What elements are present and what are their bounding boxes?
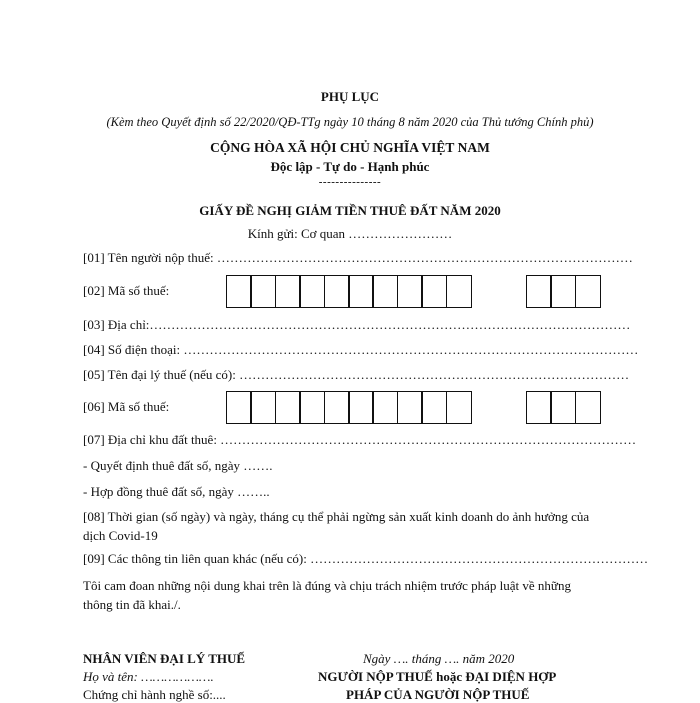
tax-code-digit-box[interactable] <box>446 275 472 308</box>
tax-code-digit-box[interactable] <box>575 275 601 308</box>
tax-code-digit-box[interactable] <box>324 275 350 308</box>
field-06-tax-code-boxes[interactable] <box>226 391 470 424</box>
declaration-statement: Tôi cam đoan những nội dung khai trên là đúng và chịu trách nhiệm trước pháp luật về những thông tin đã khai./. <box>83 578 571 612</box>
tax-code-digit-box[interactable] <box>397 275 423 308</box>
tax-code-digit-box[interactable] <box>324 391 350 424</box>
document-title: GIẤY ĐỀ NGHỊ GIẢM TIỀN THUÊ ĐẤT NĂM 2020 <box>199 203 501 218</box>
tax-code-digit-box[interactable] <box>348 275 374 308</box>
tax-code-digit-box[interactable] <box>250 275 276 308</box>
addressee-line: Kính gửi: Cơ quan …………………… <box>247 226 453 241</box>
tax-code-digit-box[interactable] <box>372 275 398 308</box>
tax-code-digit-box[interactable] <box>575 391 601 424</box>
field-07-land-address[interactable]: [07] Địa chỉ khu đất thuê: …………………………………………………………………………………… <box>83 432 637 447</box>
tax-code-digit-box[interactable] <box>299 391 325 424</box>
field-04-phone[interactable]: [04] Số điện thoại: …………………………………………………………………………………………… <box>83 342 639 357</box>
tax-code-digit-box[interactable] <box>348 391 374 424</box>
tax-code-digit-box[interactable] <box>526 391 552 424</box>
tax-code-digit-box[interactable] <box>226 391 252 424</box>
tax-code-digit-box[interactable] <box>299 275 325 308</box>
taxpayer-title-line-1: NGƯỜI NỘP THUẾ hoặc ĐẠI DIỆN HỢP <box>318 669 557 684</box>
motto-divider: --------------- <box>318 176 382 188</box>
tax-code-digit-box[interactable] <box>372 391 398 424</box>
taxpayer-title-line-2: PHÁP CỦA NGƯỜI NỘP THUẾ <box>346 687 530 702</box>
tax-code-digit-box[interactable] <box>421 391 447 424</box>
field-02-tax-code-boxes[interactable] <box>226 275 470 308</box>
tax-code-digit-box[interactable] <box>275 391 301 424</box>
decision-reference: (Kèm theo Quyết định số 22/2020/QĐ-TTg ngày 10 tháng 8 năm 2020 của Thủ tướng Chính phủ) <box>106 115 594 129</box>
field-05-tax-agent-name[interactable]: [05] Tên đại lý thuế (nếu có): ……………………………………………………………………………… <box>83 367 630 382</box>
tax-code-digit-box[interactable] <box>446 391 472 424</box>
field-02-tax-code-label: [02] Mã số thuế: <box>83 283 170 298</box>
tax-agent-name-line[interactable]: Họ và tên: ………………. <box>83 669 214 684</box>
tax-code-digit-box[interactable] <box>421 275 447 308</box>
field-02-tax-code-suffix-boxes[interactable] <box>526 275 599 308</box>
country-name: CỘNG HÒA XÃ HỘI CHỦ NGHĨA VIỆT NAM <box>210 140 490 155</box>
tax-agent-certificate-line[interactable]: Chứng chỉ hành nghề số:.... <box>83 687 226 702</box>
tax-code-digit-box[interactable] <box>226 275 252 308</box>
appendix-heading: PHỤ LỤC <box>320 89 380 104</box>
field-09-other-info[interactable]: [09] Các thông tin liên quan khác (nếu có): …………………………………………………………………… <box>83 551 649 566</box>
tax-agent-staff-title: NHÂN VIÊN ĐẠI LÝ THUẾ <box>83 651 246 666</box>
signing-date-line[interactable]: Ngày …. tháng …. năm 2020 <box>363 651 515 666</box>
field-01-taxpayer-name[interactable]: [01] Tên người nộp thuế: …………………………………………………………………………………… <box>83 250 633 265</box>
field-08-suspension-period[interactable]: [08] Thời gian (số ngày) và ngày, tháng cụ thể phải ngừng sản xuất kinh doanh do ảnh hưởng của dịch Covid-19 <box>83 509 590 543</box>
tax-code-digit-box[interactable] <box>550 391 576 424</box>
field-03-address[interactable]: [03] Địa chỉ:………………………………………………………………………………………………… <box>83 317 631 332</box>
field-06-tax-code-suffix-boxes[interactable] <box>526 391 599 424</box>
tax-code-digit-box[interactable] <box>397 391 423 424</box>
lease-contract-line[interactable]: - Hợp đồng thuê đất số, ngày …….. <box>83 484 270 499</box>
tax-code-digit-box[interactable] <box>550 275 576 308</box>
tax-code-digit-box[interactable] <box>250 391 276 424</box>
tax-code-digit-box[interactable] <box>526 275 552 308</box>
national-motto: Độc lập - Tự do - Hạnh phúc <box>270 159 430 174</box>
tax-code-digit-box[interactable] <box>275 275 301 308</box>
field-06-tax-code-label: [06] Mã số thuế: <box>83 399 170 414</box>
lease-decision-line[interactable]: - Quyết định thuê đất số, ngày ……. <box>83 458 273 473</box>
